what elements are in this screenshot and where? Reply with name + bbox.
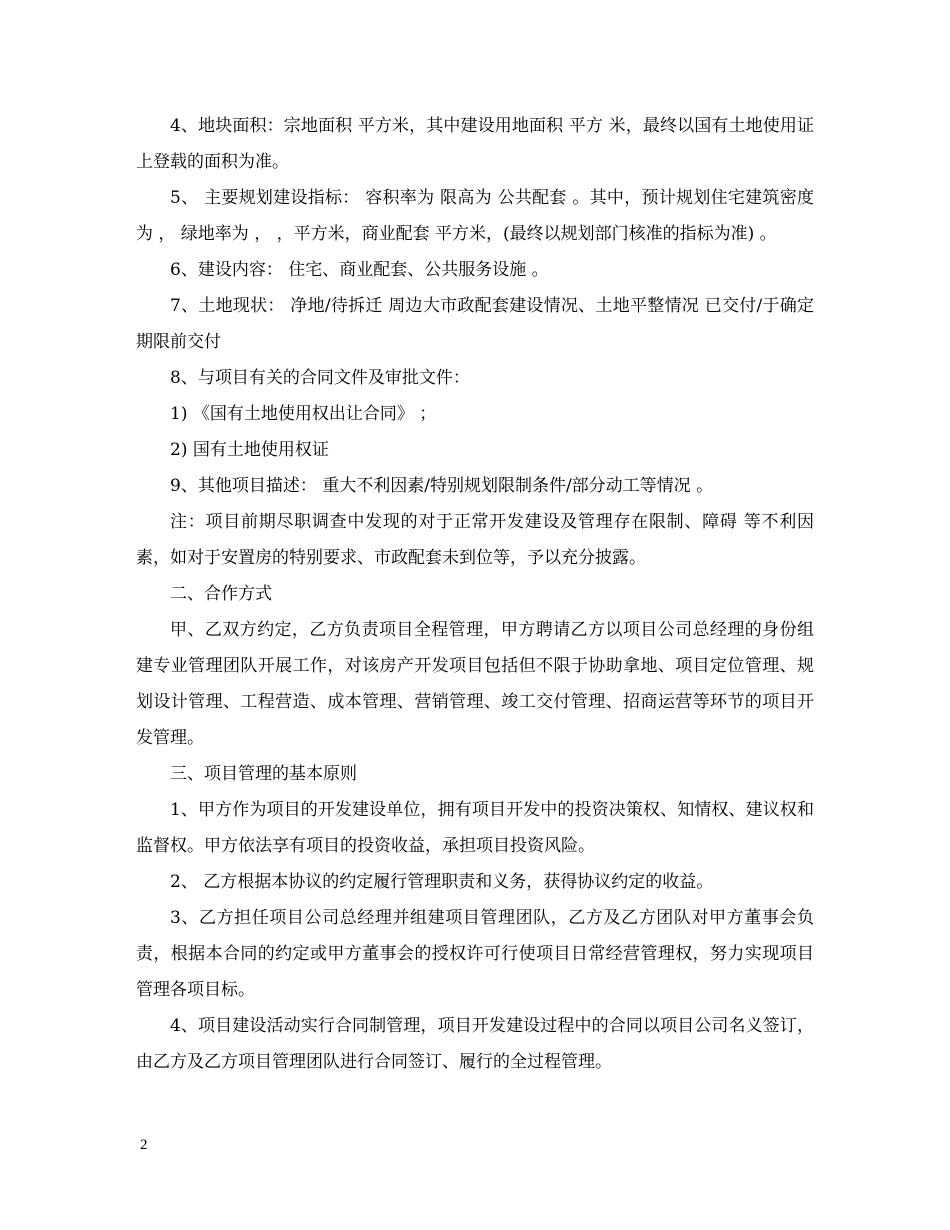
- paragraph-doc-item-2: 2) 国有土地使用权证: [170, 440, 329, 460]
- paragraph-doc-item-1: 1) 《国有土地使用权出让合同》 ；: [170, 404, 437, 424]
- paragraph-land-area: 4、地块面积：宗地面积 平方米，其中建设用地面积 平方 米，最终以国有土地使用证上登载的面积为准。: [136, 116, 814, 172]
- paragraph-principle-1: 1、甲方作为项目的开发建设单位，拥有项目开发中的投资决策权、知情权、建议权和监督权。甲方依法享有项目的投资收益，承担项目投资风险。: [136, 800, 814, 856]
- paragraph-related-documents: 8、与项目有关的合同文件及审批文件：: [170, 368, 470, 388]
- paragraph-land-status: 7、土地现状： 净地/待拆迁 周边大市政配套建设情况、土地平整情况 已交付/于确定期限前交付: [136, 296, 814, 352]
- paragraph-planning-indicators: 5、 主要规划建设指标： 容积率为 限高为 公共配套 。其中，预计规划住宅建筑密度为 ， 绿地率为 ， ，平方米，商业配套 平方米，(最终以规划部门核准的指标为准) 。: [136, 188, 814, 244]
- paragraph-construction-content: 6、建设内容： 住宅、商业配套、公共服务设施 。: [170, 260, 549, 280]
- document-body: [136, 108, 814, 1080]
- page-number: 2: [140, 1137, 148, 1153]
- section-heading-principles: 三、项目管理的基本原则: [170, 764, 357, 784]
- paragraph-principle-2: 2、 乙方根据本协议的约定履行管理职责和义务，获得协议约定的收益。: [170, 872, 714, 892]
- paragraph-principle-3: 3、乙方担任项目公司总经理并组建项目管理团队，乙方及乙方团队对甲方董事会负责，根据本合同的约定或甲方董事会的授权许可行使项目日常经营管理权，努力实现项目管理各项目标。: [136, 908, 814, 1000]
- paragraph-note: 注：项目前期尽职调查中发现的对于正常开发建设及管理存在限制、障碍 等不利因素，如对于安置房的特别要求、市政配套未到位等，予以充分披露。: [136, 512, 814, 568]
- paragraph-other-description: 9、其他项目描述： 重大不利因素/特别规划限制条件/部分动工等情况 。: [170, 476, 714, 496]
- paragraph-principle-4: 4、项目建设活动实行合同制管理，项目开发建设过程中的合同以项目公司名义签订，由乙方及乙方项目管理团队进行合同签订、履行的全过程管理。: [136, 1016, 814, 1072]
- section-heading-cooperation: 二、合作方式: [170, 584, 272, 604]
- paragraph-cooperation: 甲、乙双方约定，乙方负责项目全程管理，甲方聘请乙方以项目公司总经理的身份组建专业管理团队开展工作，对该房产开发项目包括但不限于协助拿地、项目定位管理、规划设计管理、工程营造、成本管理、营销管理、竣工交付管理、招商运营等环节的项目开发管理。: [136, 620, 814, 748]
